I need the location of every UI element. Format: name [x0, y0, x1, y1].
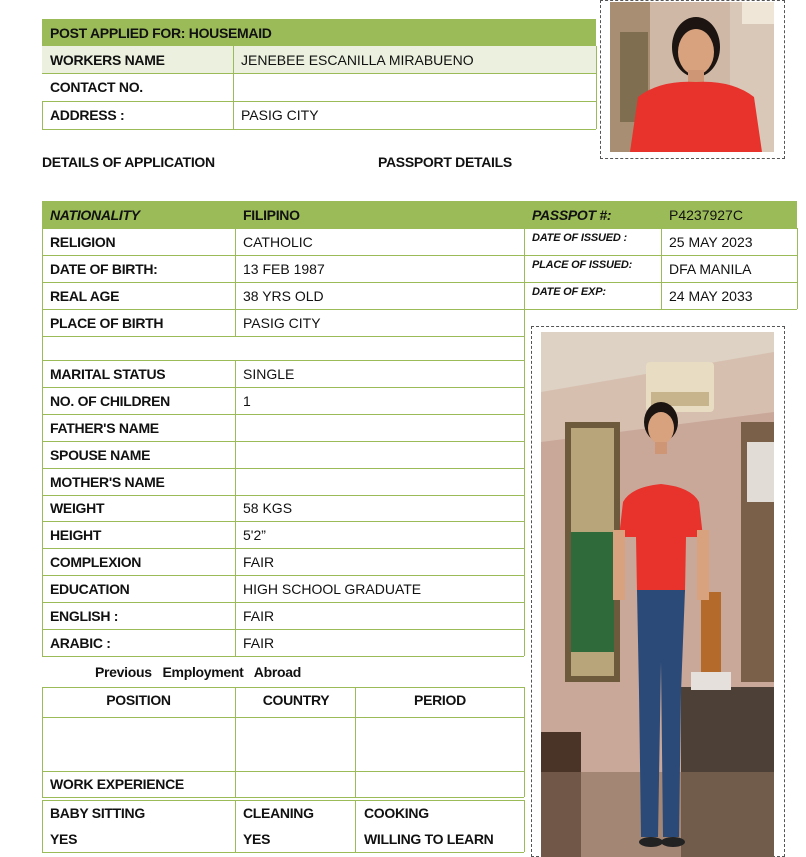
application-section-title: DETAILS OF APPLICATION	[42, 154, 215, 170]
address-label: ADDRESS :	[50, 107, 125, 123]
divider	[235, 800, 236, 852]
position-column-header: POSITION	[106, 692, 171, 708]
detail-label: NO. OF CHILDREN	[50, 392, 170, 409]
divider	[661, 201, 662, 309]
workers-name-label: WORKERS NAME	[50, 51, 165, 68]
detail-label: ENGLISH :	[50, 607, 119, 624]
detail-label: ARABIC :	[50, 634, 111, 651]
detail-value	[235, 414, 524, 441]
divider	[42, 800, 524, 801]
detail-label: EDUCATION	[50, 580, 130, 597]
skill-baby-sitting-label: BABY SITTING	[50, 805, 145, 821]
divider	[42, 800, 43, 852]
contact-label: CONTACT NO.	[50, 79, 143, 95]
detail-value: SINGLE	[243, 365, 295, 382]
detail-value: 5'2”	[243, 526, 266, 543]
skill-cooking-label: COOKING	[364, 805, 429, 821]
detail-label: MARITAL STATUS	[50, 365, 166, 382]
divider	[42, 101, 43, 129]
divider	[42, 656, 524, 657]
detail-label: PLACE OF BIRTH	[50, 314, 164, 331]
workers-name-value-cell	[233, 46, 596, 73]
workers-name-value: JENEBEE ESCANILLA MIRABUENO	[241, 51, 474, 68]
divider	[355, 800, 356, 852]
detail-value: FAIR	[243, 607, 275, 624]
detail-label: FATHER'S NAME	[50, 419, 159, 436]
previous-employment-title: Previous Employment Abroad	[95, 664, 301, 680]
divider	[797, 228, 798, 309]
divider	[524, 800, 525, 852]
skill-cleaning-label: CLEANING	[243, 805, 314, 821]
detail-value: FAIR	[243, 634, 275, 651]
skill-cleaning-value: YES	[243, 831, 271, 847]
full-body-photo	[541, 332, 774, 857]
divider	[355, 687, 356, 797]
detail-label: DATE OF BIRTH:	[50, 260, 158, 277]
divider	[42, 771, 524, 772]
detail-label: SPOUSE NAME	[50, 446, 151, 463]
divider	[233, 46, 234, 129]
detail-value: 13 FEB 1987	[243, 260, 325, 277]
divider	[596, 46, 597, 129]
contact-value-cell	[233, 73, 596, 101]
skill-baby-sitting-value: YES	[50, 831, 78, 847]
passport-label: PASSPOT #:	[532, 206, 612, 223]
divider	[235, 228, 236, 336]
divider	[524, 309, 797, 310]
divider	[42, 797, 524, 798]
detail-value: 58 KGS	[243, 499, 293, 516]
passport-value: 25 MAY 2023	[669, 233, 753, 250]
detail-value: 1	[243, 392, 251, 409]
detail-label: MOTHER'S NAME	[50, 473, 165, 490]
passport-value: DFA MANILA	[669, 260, 752, 277]
work-experience-label: WORK EXPERIENCE	[50, 776, 184, 792]
headshot-photo	[610, 2, 774, 152]
detail-label: HEIGHT	[50, 526, 102, 543]
detail-value: FILIPINO	[243, 206, 300, 223]
divider	[42, 687, 43, 797]
skill-cooking-value: WILLING TO LEARN	[364, 831, 494, 847]
divider	[42, 73, 596, 74]
workers-name-label-cell	[42, 46, 233, 73]
address-value: PASIG CITY	[241, 107, 319, 123]
passport-section-title: PASSPORT DETAILS	[378, 154, 512, 170]
address-value-cell	[233, 101, 596, 129]
detail-label: COMPLEXION	[50, 553, 142, 570]
passport-value: 24 MAY 2033	[669, 287, 753, 304]
detail-value	[235, 441, 524, 468]
divider	[235, 360, 236, 656]
passport-label: DATE OF ISSUED :	[532, 232, 627, 244]
passport-label: DATE OF EXP:	[532, 286, 606, 298]
divider	[42, 717, 524, 718]
passport-value: P4237927C	[669, 206, 743, 223]
detail-value: PASIG CITY	[243, 314, 321, 331]
detail-value: FAIR	[243, 553, 275, 570]
detail-value: HIGH SCHOOL GRADUATE	[243, 580, 422, 597]
country-column-header: COUNTRY	[262, 692, 330, 708]
detail-value	[235, 468, 524, 495]
detail-label: NATIONALITY	[50, 206, 140, 223]
divider	[42, 101, 596, 102]
detail-label	[42, 336, 235, 360]
period-column-header: PERIOD	[414, 692, 466, 708]
divider	[42, 852, 524, 853]
detail-label: WEIGHT	[50, 499, 105, 516]
detail-label: REAL AGE	[50, 287, 120, 304]
post-applied-label: POST APPLIED FOR: HOUSEMAID	[50, 24, 272, 41]
divider	[524, 687, 525, 797]
post-applied-header	[42, 19, 596, 46]
divider	[42, 129, 596, 130]
divider	[42, 228, 43, 656]
contact-label-cell	[42, 73, 233, 101]
detail-value: 38 YRS OLD	[243, 287, 324, 304]
detail-label: RELIGION	[50, 233, 116, 250]
passport-label: PLACE OF ISSUED:	[532, 259, 633, 271]
detail-value: CATHOLIC	[243, 233, 313, 250]
divider	[42, 687, 524, 688]
address-label-cell	[42, 101, 233, 129]
divider	[235, 687, 236, 797]
